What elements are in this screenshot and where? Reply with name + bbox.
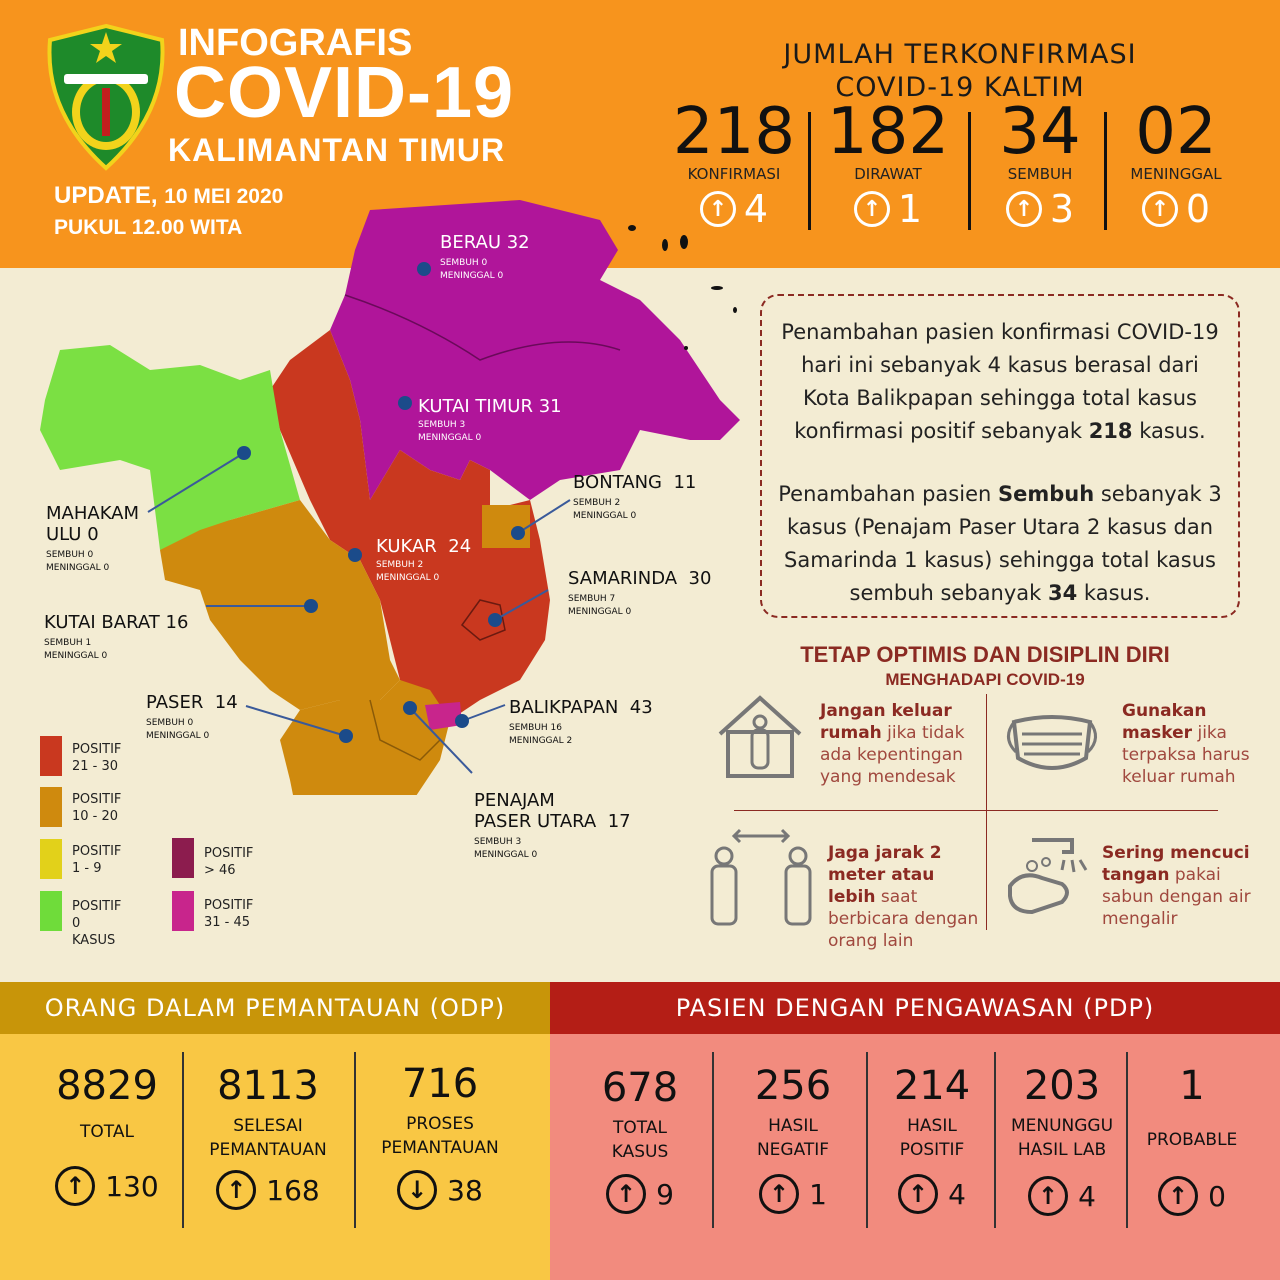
region-name: BONTANG bbox=[573, 472, 662, 493]
odp-divider bbox=[354, 1052, 356, 1228]
region-count: 17 bbox=[607, 811, 631, 832]
region-name: BERAU bbox=[440, 232, 501, 253]
arrow-down-icon: ↓ bbox=[397, 1170, 437, 1210]
pdp-positif bbox=[870, 1062, 994, 1222]
jumlah-title-line2: COVID-19 KALTIM bbox=[835, 72, 1085, 103]
region-meninggal: MENINGGAL 0 bbox=[146, 731, 210, 741]
region-name-line2: ULU bbox=[46, 524, 82, 545]
map-dot-kutai-timur bbox=[398, 396, 412, 410]
odp-header: ORANG DALAM PEMANTAUAN (ODP) bbox=[0, 982, 550, 1034]
region-sembuh: SEMBUH 0 bbox=[146, 718, 194, 728]
region-sembuh: SEMBUH 0 bbox=[46, 550, 94, 560]
stat-value: 34 bbox=[999, 95, 1081, 169]
legend-text: POSITIF 0 KASUS bbox=[72, 899, 122, 948]
region-name: PENAJAM bbox=[474, 790, 555, 811]
map-dot-samarinda bbox=[488, 613, 502, 627]
region-name: MAHAKAM bbox=[46, 503, 140, 524]
label-ppu bbox=[474, 790, 631, 862]
update-time: PUKUL 12.00 WITA bbox=[54, 216, 243, 239]
tip-wear-mask: Gunakan masker jika terpaksa harus keluar rumah bbox=[1122, 701, 1250, 787]
region-name-line2: PASER UTARA bbox=[474, 811, 597, 832]
stat-value: 182 bbox=[826, 95, 950, 169]
region-name: KUTAI BARAT bbox=[44, 612, 160, 633]
map-dot-balikpapan bbox=[455, 714, 469, 728]
map-dot-bontang bbox=[511, 526, 525, 540]
odp-delta: 38 bbox=[447, 1173, 483, 1207]
pdp-value: 678 bbox=[601, 1065, 679, 1111]
stat-divider bbox=[968, 112, 971, 230]
label-kukar bbox=[376, 536, 471, 585]
pdp-divider bbox=[1126, 1052, 1128, 1228]
odp-label: TOTAL bbox=[80, 1122, 134, 1142]
pdp-value: 1 bbox=[1179, 1063, 1205, 1109]
tip-stay-home: Jangan keluar rumah jika tidak ada kepentingan yang mendesak bbox=[820, 701, 965, 787]
arrow-up-icon: ↑ bbox=[1142, 191, 1178, 227]
pdp-value: 203 bbox=[1023, 1063, 1101, 1109]
pdp-divider bbox=[994, 1052, 996, 1228]
odp-proses bbox=[362, 1060, 518, 1220]
arrow-up-icon: ↑ bbox=[1006, 191, 1042, 227]
legend-text: POSITIF 1 - 9 bbox=[72, 844, 122, 876]
region-bontang-shape bbox=[482, 505, 530, 548]
region-count: 32 bbox=[506, 232, 530, 253]
legend-swatch bbox=[40, 787, 62, 827]
pdp-total bbox=[570, 1064, 710, 1224]
region-sembuh: SEMBUH 16 bbox=[509, 723, 563, 733]
region-count: 14 bbox=[214, 692, 238, 713]
map-dot-kukar bbox=[348, 548, 362, 562]
tip-wash-hands: Sering mencuci tangan pakai sabun dengan air mengalir bbox=[1102, 843, 1251, 929]
legend-swatch bbox=[40, 891, 62, 931]
region-meninggal: MENINGGAL 0 bbox=[440, 271, 504, 281]
stat-delta: 0 bbox=[1185, 187, 1211, 231]
social-distance-icon bbox=[704, 826, 818, 928]
odp-selesai bbox=[190, 1062, 346, 1222]
tips-horizontal-divider bbox=[734, 810, 1218, 811]
legend-swatch bbox=[40, 839, 62, 879]
arrow-up-icon: ↑ bbox=[55, 1166, 95, 1206]
stat-label: SEMBUH bbox=[1007, 165, 1073, 183]
arrow-up-icon: ↑ bbox=[1028, 1176, 1068, 1216]
region-count: 31 bbox=[538, 396, 562, 417]
legend-swatch bbox=[40, 736, 62, 776]
region-meninggal: MENINGGAL 2 bbox=[509, 736, 573, 746]
pdp-probable bbox=[1130, 1062, 1254, 1222]
pdp-label-2: HASIL LAB bbox=[1017, 1140, 1107, 1160]
pdp-label-2: POSITIF bbox=[899, 1140, 965, 1160]
stat-meninggal bbox=[1118, 95, 1234, 231]
region-count: 16 bbox=[165, 612, 189, 633]
region-name: SAMARINDA bbox=[568, 568, 678, 589]
mask-icon bbox=[1000, 708, 1104, 780]
tip-keep-distance: Jaga jarak 2 meter atau lebih saat berbicara dengan orang lain bbox=[828, 843, 979, 951]
stat-value: 218 bbox=[672, 95, 796, 169]
info-box bbox=[760, 294, 1240, 618]
stat-divider bbox=[1104, 112, 1107, 230]
map-dot-ppu bbox=[403, 701, 417, 715]
label-samarinda bbox=[568, 568, 711, 619]
region-meninggal: MENINGGAL 0 bbox=[573, 511, 637, 521]
odp-delta: 130 bbox=[105, 1169, 159, 1203]
info-paragraph-2: Penambahan pasien Sembuh sebanyak 3 kasus (Penajam Paser Utara 2 kasus dan Samarinda 1 kasus) sehingga total kasus sembuh sebanyak 34 kasus. bbox=[778, 482, 1222, 605]
stat-dirawat bbox=[818, 95, 958, 231]
pdp-menunggu bbox=[998, 1062, 1126, 1222]
label-paser bbox=[146, 692, 238, 743]
pdp-label: TOTAL bbox=[613, 1118, 667, 1138]
stat-label: MENINGGAL bbox=[1130, 165, 1222, 183]
tetap-title: TETAP OPTIMIS DAN DISIPLIN DIRI bbox=[800, 642, 1170, 667]
region-meninggal: MENINGGAL 0 bbox=[474, 850, 538, 860]
arrow-up-icon: ↑ bbox=[898, 1174, 938, 1214]
pdp-label: HASIL bbox=[907, 1116, 957, 1136]
odp-delta: 168 bbox=[266, 1173, 320, 1207]
pdp-value: 256 bbox=[754, 1063, 832, 1109]
region-count: 11 bbox=[673, 472, 697, 493]
region-meninggal: MENINGGAL 0 bbox=[418, 433, 482, 443]
stat-delta: 1 bbox=[897, 187, 923, 231]
odp-value: 716 bbox=[401, 1061, 479, 1107]
info-paragraph-1: Penambahan pasien konfirmasi COVID-19 hari ini sebanyak 4 kasus berasal dari Kota Balikpapan sehingga total kasus konfirmasi positif sebanyak 218 kasus. bbox=[781, 320, 1219, 443]
region-sembuh: SEMBUH 2 bbox=[573, 498, 621, 508]
kaltim-emblem-logo bbox=[44, 22, 168, 172]
region-meninggal: MENINGGAL 0 bbox=[568, 607, 632, 617]
arrow-up-icon: ↑ bbox=[759, 1174, 799, 1214]
region-name: KUTAI TIMUR bbox=[418, 396, 533, 417]
tips-vertical-divider bbox=[986, 694, 987, 930]
pdp-header: PASIEN DENGAN PENGAWASAN (PDP) bbox=[550, 982, 1280, 1034]
map-dot-berau bbox=[417, 262, 431, 276]
region-berau-shape bbox=[330, 200, 740, 500]
region-name: BALIKPAPAN bbox=[509, 697, 619, 718]
tetap-subtitle: MENGHADAPI COVID-19 bbox=[885, 670, 1085, 689]
stat-delta: 4 bbox=[743, 187, 769, 231]
label-kutai-barat bbox=[44, 612, 188, 663]
arrow-up-icon: ↑ bbox=[700, 191, 736, 227]
pdp-label: MENUNGGU bbox=[1010, 1116, 1114, 1136]
hand-wash-icon bbox=[1002, 826, 1092, 918]
legend-swatch bbox=[172, 838, 194, 878]
legend-text: POSITIF > 46 bbox=[204, 846, 254, 878]
jumlah-title-line1: JUMLAH TERKONFIRMASI bbox=[783, 39, 1137, 70]
region-meninggal: MENINGGAL 0 bbox=[46, 563, 110, 573]
odp-label-2: PEMANTAUAN bbox=[381, 1138, 499, 1158]
pdp-divider bbox=[866, 1052, 868, 1228]
title-region: KALIMANTAN TIMUR bbox=[168, 132, 506, 168]
region-sembuh: SEMBUH 3 bbox=[418, 420, 466, 430]
region-count: 0 bbox=[87, 524, 99, 545]
stat-sembuh bbox=[984, 95, 1096, 231]
update-date: 10 MEI 2020 bbox=[164, 185, 284, 208]
arrow-up-icon: ↑ bbox=[216, 1170, 256, 1210]
legend-text: POSITIF 10 - 20 bbox=[72, 792, 122, 824]
region-sembuh: SEMBUH 7 bbox=[568, 594, 616, 604]
title-infografis: INFOGRAFIS bbox=[178, 22, 413, 64]
pdp-delta: 4 bbox=[948, 1177, 966, 1211]
region-sembuh: SEMBUH 3 bbox=[474, 837, 522, 847]
pdp-label: PROBABLE bbox=[1146, 1130, 1238, 1150]
odp-label: PROSES bbox=[406, 1114, 474, 1134]
label-balikpapan bbox=[509, 697, 653, 748]
map-dot-kutai-barat bbox=[304, 599, 318, 613]
region-sembuh: SEMBUH 2 bbox=[376, 560, 424, 570]
pdp-delta: 1 bbox=[809, 1177, 827, 1211]
legend-swatch bbox=[172, 891, 194, 931]
arrow-up-icon: ↑ bbox=[1158, 1176, 1198, 1216]
update-label: UPDATE, bbox=[54, 182, 158, 209]
region-count: 30 bbox=[688, 568, 712, 589]
arrow-up-icon: ↑ bbox=[854, 191, 890, 227]
label-kutai-timur bbox=[418, 396, 562, 445]
odp-value: 8113 bbox=[217, 1063, 319, 1109]
region-count: 24 bbox=[448, 536, 472, 557]
region-sembuh: SEMBUH 0 bbox=[440, 258, 488, 268]
stat-label: KONFIRMASI bbox=[687, 165, 781, 183]
pdp-delta: 9 bbox=[656, 1177, 674, 1211]
pdp-label-2: NEGATIF bbox=[756, 1140, 830, 1160]
label-mahakam-ulu bbox=[46, 503, 139, 575]
region-name: KUKAR bbox=[376, 536, 437, 557]
pdp-label: HASIL bbox=[768, 1116, 818, 1136]
label-berau bbox=[440, 232, 530, 283]
odp-label-2: PEMANTAUAN bbox=[209, 1140, 327, 1160]
stat-divider bbox=[808, 112, 811, 230]
pdp-divider bbox=[712, 1052, 714, 1228]
pdp-label-2: KASUS bbox=[611, 1142, 669, 1162]
stat-delta: 3 bbox=[1049, 187, 1075, 231]
map-dot-mahakam-ulu bbox=[237, 446, 251, 460]
odp-label: SELESAI bbox=[233, 1116, 303, 1136]
label-bontang bbox=[573, 472, 696, 523]
region-meninggal: MENINGGAL 0 bbox=[44, 651, 108, 661]
odp-value: 8829 bbox=[56, 1063, 158, 1109]
pdp-delta: 4 bbox=[1078, 1179, 1096, 1213]
pdp-negatif bbox=[722, 1062, 864, 1222]
region-sembuh: SEMBUH 1 bbox=[44, 638, 92, 648]
house-icon bbox=[716, 694, 804, 780]
region-meninggal: MENINGGAL 0 bbox=[376, 573, 440, 583]
map-dot-paser bbox=[339, 729, 353, 743]
arrow-up-icon: ↑ bbox=[606, 1174, 646, 1214]
pdp-value: 214 bbox=[893, 1063, 971, 1109]
stat-label: DIRAWAT bbox=[854, 165, 922, 183]
odp-total bbox=[30, 1062, 184, 1222]
region-count: 43 bbox=[629, 697, 653, 718]
region-name: PASER bbox=[146, 692, 204, 713]
legend-text: POSITIF 31 - 45 bbox=[204, 898, 254, 930]
stat-value: 02 bbox=[1135, 95, 1217, 169]
pdp-delta: 0 bbox=[1208, 1179, 1226, 1213]
legend-text: POSITIF 21 - 30 bbox=[72, 742, 122, 774]
region-balikpapan-shape bbox=[425, 702, 462, 730]
title-covid19: COVID-19 bbox=[174, 53, 515, 133]
